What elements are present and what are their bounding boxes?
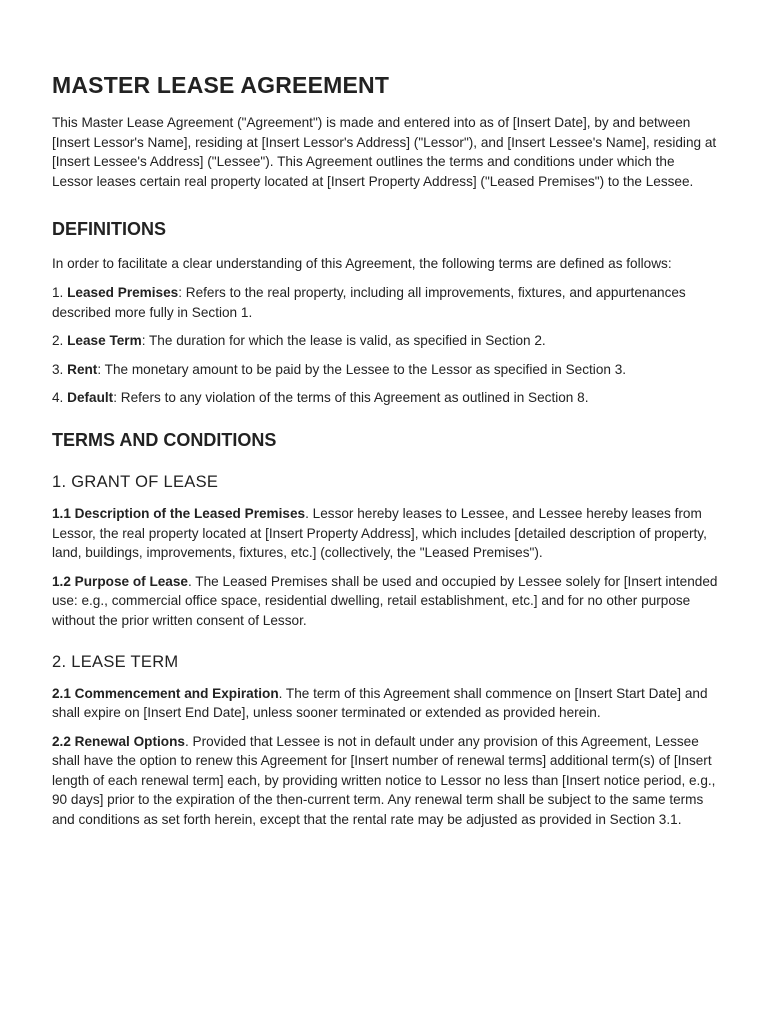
definition-item [52, 283, 718, 322]
section-heading-grant-of-lease: 1. GRANT OF LEASE [52, 472, 219, 491]
intro-paragraph: This Master Lease Agreement ("Agreement") is made and entered into as of [Insert Date], by and between [Insert Lessor's Name], residing at [Insert Lessor's Address] ("Lessor"), and [Insert Lessee's Name], residing at [Insert Lessee's Address] ("Lessee"). This Agreement outlines the terms and conditions under which the Lessor leases certain real property located at [Insert Property Address] ("Leased Premises") to the Lessee. [52, 115, 717, 189]
clause-label: 2.2 Renewal Options [52, 733, 185, 749]
definition-term: Rent [67, 361, 98, 377]
definition-number: 2. [52, 333, 68, 349]
clause-text: . Lessor hereby leases to Lessee, and Lessee hereby leases from Lessor, the real property located at [Insert Property Address], which includes [detailed description of property, land, buildings, improvements, fixtures, etc.] (collectively, the "Leased Premises"). [52, 505, 707, 561]
definition-text: : Refers to any violation of the terms of this Agreement as outlined in Section 8. [113, 390, 589, 406]
terms-heading: TERMS AND CONDITIONS [52, 429, 277, 450]
clause-2-2 [52, 732, 718, 830]
definition-item [52, 331, 718, 351]
definition-number: 1. [52, 284, 68, 300]
clause-1-1 [52, 504, 718, 563]
section-heading-lease-term: 2. LEASE TERM [52, 652, 179, 671]
clause-1-2 [52, 572, 718, 631]
definition-term: Leased Premises [67, 284, 179, 300]
definition-item [52, 360, 718, 380]
definition-term: Default [67, 390, 114, 406]
clause-text: . The term of this Agreement shall commence on [Insert Start Date] and shall expire on [Insert End Date], unless sooner terminated or extended as provided herein. [52, 685, 708, 721]
clause-label: 1.1 Description of the Leased Premises [52, 505, 306, 521]
definitions-lead: In order to facilitate a clear understanding of this Agreement, the following terms are defined as follows: [52, 256, 672, 272]
clause-label: 2.1 Commencement and Expiration [52, 685, 279, 701]
document-title: MASTER LEASE AGREEMENT [52, 72, 390, 98]
definition-item [52, 388, 718, 408]
definition-text: : Refers to the real property, including all improvements, fixtures, and appurtenances described more fully in Section 1. [52, 284, 686, 320]
definition-text: : The monetary amount to be paid by the Lessee to the Lessor as specified in Section 3. [97, 361, 627, 377]
clause-label: 1.2 Purpose of Lease [52, 573, 188, 589]
definition-text: : The duration for which the lease is valid, as specified in Section 2. [141, 333, 546, 349]
clause-2-1 [52, 684, 718, 723]
clause-text: . The Leased Premises shall be used and occupied by Lessee solely for [Insert intended use: e.g., commercial office space, residential dwelling, retail establishment, etc.] and for no other purpose without the prior written consent of Lessor. [52, 573, 718, 628]
clause-text: . Provided that Lessee is not in default under any provision of this Agreement, Lessee shall have the option to renew this Agreement for [Insert number of renewal terms] additional term(s) of [Insert length of each renewal term] each, by providing written notice to Lessor no less than [Insert notice period, e.g., 90 days] prior to the expiration of the then-current term. Any renewal term shall be subject to the same terms and conditions as set forth herein, except that the rental rate may be adjusted as provided in Section 3.1. [52, 733, 716, 828]
definition-number: 4. [52, 390, 68, 406]
definition-term: Lease Term [67, 333, 142, 349]
definitions-heading: DEFINITIONS [52, 219, 167, 240]
definition-number: 3. [52, 361, 68, 377]
